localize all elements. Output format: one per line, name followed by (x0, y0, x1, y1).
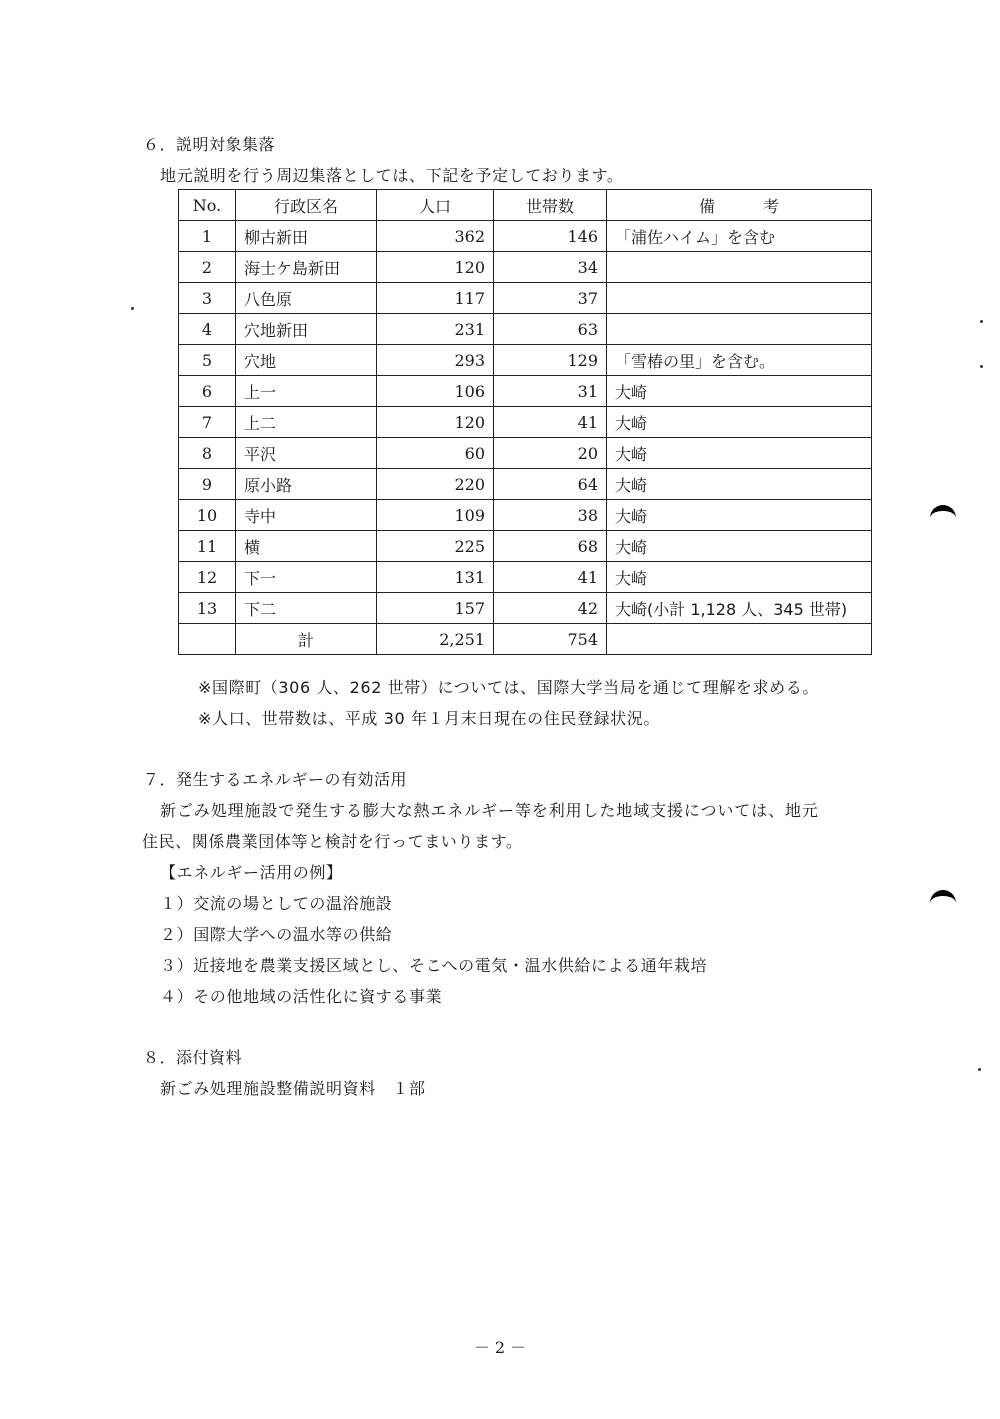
table-row (179, 531, 872, 562)
settlement-table (178, 189, 872, 655)
header-district: 行政区名 (236, 190, 377, 221)
cell-households: 68 (494, 531, 607, 562)
cell-no: 8 (179, 438, 236, 469)
cell-no: 11 (179, 531, 236, 562)
cell-remarks: 「浦佐ハイム」を含む (607, 221, 872, 252)
header-population: 人口 (377, 190, 494, 221)
cell-district: 平沢 (236, 438, 377, 469)
table-row (179, 407, 872, 438)
section7-title: ７．発生するエネルギーの有効活用 (143, 770, 408, 789)
section7-body-line2: 住民、関係農業団体等と検討を行ってまいります。 (142, 832, 523, 851)
cell-population: 106 (377, 376, 494, 407)
scan-speck (980, 365, 983, 368)
cell-district: 下一 (236, 562, 377, 593)
cell-district: 上二 (236, 407, 377, 438)
examples-heading: 【エネルギー活用の例】 (160, 863, 343, 882)
cell-population: 131 (377, 562, 494, 593)
cell-remarks (607, 252, 872, 283)
section8-item: 新ごみ処理施設整備説明資料 １部 (160, 1079, 426, 1098)
cell-no: 3 (179, 283, 236, 314)
punch-hole-mark-top (930, 505, 956, 525)
cell-population: 293 (377, 345, 494, 376)
cell-no: 6 (179, 376, 236, 407)
cell-households: 63 (494, 314, 607, 345)
cell-households: 42 (494, 593, 607, 624)
cell-district: 原小路 (236, 469, 377, 500)
cell-district: 八色原 (236, 283, 377, 314)
total-no (179, 624, 236, 655)
cell-population: 225 (377, 531, 494, 562)
cell-remarks: 大崎 (607, 438, 872, 469)
cell-no: 10 (179, 500, 236, 531)
scan-speck (980, 320, 983, 323)
cell-households: 41 (494, 562, 607, 593)
table-header-row (179, 190, 872, 221)
cell-households: 64 (494, 469, 607, 500)
cell-remarks: 大崎 (607, 407, 872, 438)
total-label: 計 (236, 624, 377, 655)
header-no: No. (179, 190, 236, 221)
cell-population: 362 (377, 221, 494, 252)
table-note-1: ※国際町（306 人、262 世帯）については、国際大学当局を通じて理解を求める。 (198, 678, 819, 697)
cell-households: 129 (494, 345, 607, 376)
table-row (179, 345, 872, 376)
table-note-2: ※人口、世帯数は、平成 30 年１月末日現在の住民登録状況。 (198, 709, 660, 728)
cell-population: 117 (377, 283, 494, 314)
cell-households: 38 (494, 500, 607, 531)
scan-speck (131, 307, 134, 310)
cell-households: 41 (494, 407, 607, 438)
cell-population: 109 (377, 500, 494, 531)
example-item-2: ２）国際大学への温水等の供給 (160, 925, 393, 944)
table-row (179, 469, 872, 500)
total-remarks (607, 624, 872, 655)
punch-hole-mark-bottom (930, 890, 956, 910)
cell-no: 13 (179, 593, 236, 624)
cell-households: 20 (494, 438, 607, 469)
table-row (179, 252, 872, 283)
cell-district: 寺中 (236, 500, 377, 531)
cell-households: 37 (494, 283, 607, 314)
cell-households: 34 (494, 252, 607, 283)
header-remarks: 備 考 (607, 190, 872, 221)
table-total-row (179, 624, 872, 655)
table-row (179, 376, 872, 407)
table-row (179, 221, 872, 252)
section8-title: ８．添付資料 (143, 1048, 243, 1067)
cell-district: 海士ケ島新田 (236, 252, 377, 283)
cell-remarks: 大崎 (607, 562, 872, 593)
section6-title: ６．説明対象集落 (143, 135, 276, 154)
cell-remarks: 「雪椿の里」を含む。 (607, 345, 872, 376)
cell-remarks: 大崎 (607, 469, 872, 500)
table-row (179, 314, 872, 345)
cell-no: 5 (179, 345, 236, 376)
cell-district: 穴地新田 (236, 314, 377, 345)
cell-population: 220 (377, 469, 494, 500)
table-row (179, 438, 872, 469)
cell-population: 231 (377, 314, 494, 345)
scan-speck (978, 1068, 981, 1071)
cell-no: 1 (179, 221, 236, 252)
cell-no: 7 (179, 407, 236, 438)
section7-body-line1: 新ごみ処理施設で発生する膨大な熱エネルギー等を利用した地域支援については、地元 (160, 801, 819, 820)
cell-population: 120 (377, 407, 494, 438)
total-households: 754 (494, 624, 607, 655)
cell-remarks (607, 283, 872, 314)
section6-intro: 地元説明を行う周辺集落としては、下記を予定しております。 (160, 166, 624, 185)
cell-population: 60 (377, 438, 494, 469)
cell-district: 柳古新田 (236, 221, 377, 252)
cell-no: 2 (179, 252, 236, 283)
cell-remarks: 大崎(小計 1,128 人、345 世帯) (607, 593, 872, 624)
cell-district: 横 (236, 531, 377, 562)
header-households: 世帯数 (494, 190, 607, 221)
table-row (179, 593, 872, 624)
table-row (179, 283, 872, 314)
example-item-3: ３）近接地を農業支援区域とし、そこへの電気・温水供給による通年栽培 (160, 956, 708, 975)
cell-remarks (607, 314, 872, 345)
cell-households: 31 (494, 376, 607, 407)
cell-no: 9 (179, 469, 236, 500)
cell-district: 下二 (236, 593, 377, 624)
total-population: 2,251 (377, 624, 494, 655)
cell-population: 157 (377, 593, 494, 624)
cell-households: 146 (494, 221, 607, 252)
example-item-4: ４）その他地域の活性化に資する事業 (160, 987, 443, 1006)
cell-district: 穴地 (236, 345, 377, 376)
cell-population: 120 (377, 252, 494, 283)
example-item-1: １）交流の場としての温浴施設 (160, 894, 393, 913)
cell-remarks: 大崎 (607, 531, 872, 562)
cell-district: 上一 (236, 376, 377, 407)
table-row (179, 562, 872, 593)
table-row (179, 500, 872, 531)
cell-remarks: 大崎 (607, 376, 872, 407)
cell-no: 12 (179, 562, 236, 593)
cell-remarks: 大崎 (607, 500, 872, 531)
cell-no: 4 (179, 314, 236, 345)
page-number: － 2 － (473, 1338, 527, 1357)
